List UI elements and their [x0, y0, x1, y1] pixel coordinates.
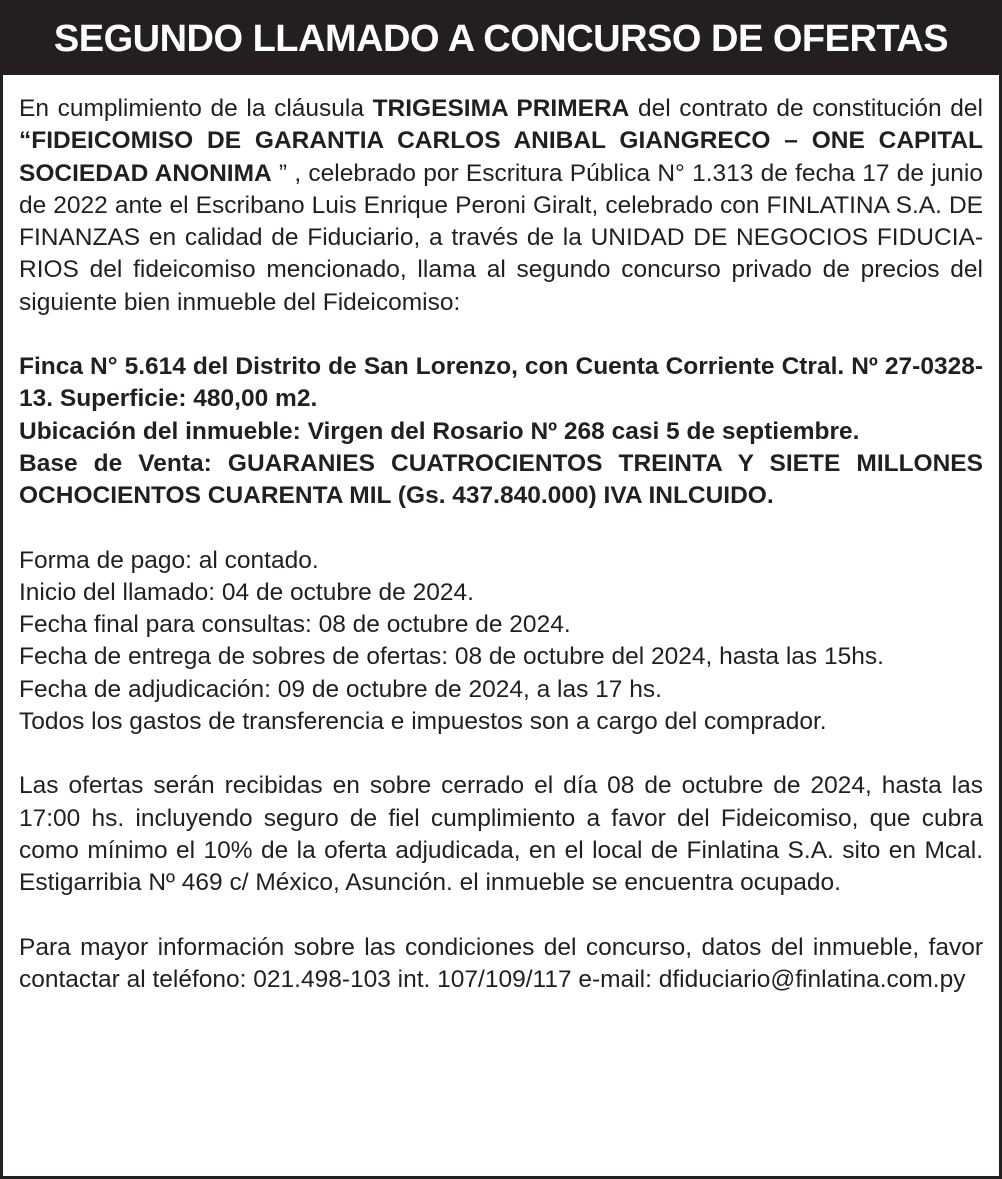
- property-finca: Finca N° 5.614 del Distrito de San Lorenzo, con Cuenta Corriente Ctral. Nº 27-0328-13. Superficie: 480,00 m2.: [19, 353, 983, 413]
- intro-clause: TRIGESIMA PRIMERA: [372, 95, 630, 122]
- terms-list: [19, 545, 983, 739]
- property-base: Base de Venta: GUARANIES CUATROCIENTOS TREINTA Y SIETE MILLONES OCHOCIENTOS CUARENTA MIL (Gs. 437.840.000) IVA INLCUIDO.: [19, 449, 983, 510]
- notice-title: SEGUNDO LLAMADO A CONCURSO DE OFERTAS: [3, 3, 999, 75]
- intro-text-2: del contrato de constitución del: [629, 95, 983, 122]
- term-fecha-adjudicacion: Fecha de adjudicación: 09 de octubre de 2024, a las 17 hs.: [19, 675, 662, 703]
- intro-text-3: ” , celebrado por Escritura Pública N° 1.313 de fecha 17 de junio de 2022 ante el Escribano Luis Enrique Peroni Giralt, celebrado con FINLATINA S.A. DE FINANZAS en calidad de Fiduciario, a través de la UNIDAD DE NEGOCIOS FIDUCIA-RIOS del fideicomiso mencionado, llama al segundo concurso privado de precios del siguiente bien inmueble del Fideicomiso:: [19, 159, 983, 316]
- offers-paragraph: Las ofertas serán recibidas en sobre cerrado el día 08 de octubre de 2024, hasta las 17:00 hs. incluyendo seguro de fiel cumplimiento a favor del Fideicomiso, que cubra como mínimo el 10% de la oferta adjudicada, en el local de Finlatina S.A. sito en Mcal. Estigarribia Nº 469 c/ México, Asunción. el inmueble se encuentra ocupado.: [19, 772, 983, 897]
- intro-trust-name: “FIDEICOMISO DE GARANTIA CARLOS ANIBAL GIANGRECO – ONE CAPITAL SOCIEDAD ANONIMA: [19, 127, 983, 187]
- term-gastos: Todos los gastos de transferencia e impuestos son a cargo del comprador.: [19, 708, 827, 736]
- term-forma-pago: Forma de pago: al contado.: [19, 546, 319, 574]
- notice-body: [19, 93, 983, 996]
- intro-text-1: En cumplimiento de la cláusula: [19, 95, 373, 122]
- term-fecha-entrega: Fecha de entrega de sobres de ofertas: 08 de octubre del 2024, hasta las 15hs.: [19, 643, 884, 671]
- term-fecha-consultas: Fecha final para consultas: 08 de octubre de 2024.: [19, 611, 571, 639]
- term-inicio: Inicio del llamado: 04 de octubre de 2024.: [19, 578, 474, 606]
- property-ubicacion: Ubicación del inmueble: Virgen del Rosario Nº 268 casi 5 de septiembre.: [19, 417, 860, 445]
- intro-paragraph: [19, 93, 983, 319]
- property-details: [19, 351, 983, 512]
- contact-paragraph: Para mayor información sobre las condiciones del concurso, datos del inmueble, favor contactar al teléfono: 021.498-103 int. 107/109/117 e-mail: dfiduciario@finlatina.com.py: [19, 933, 983, 993]
